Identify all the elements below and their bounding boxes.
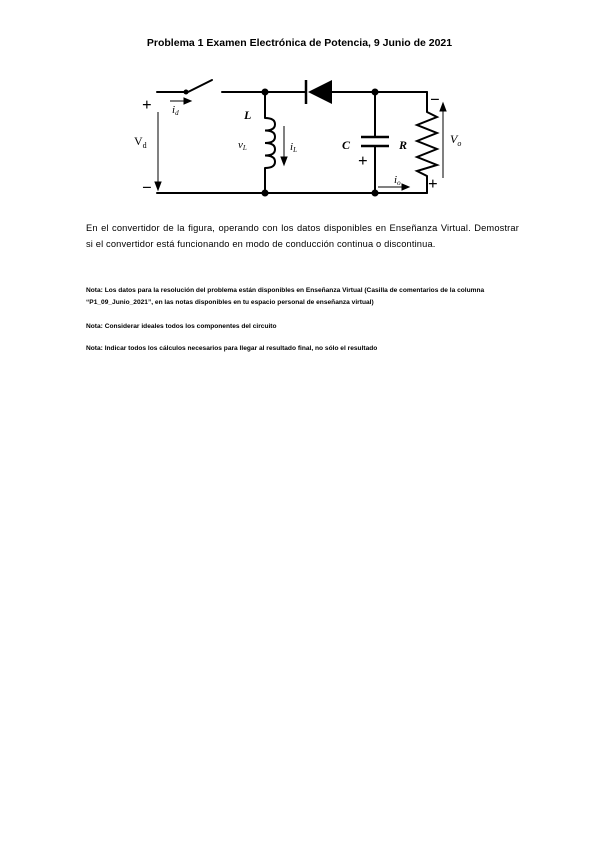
resistor-label: R	[399, 138, 408, 152]
note-label: Nota:	[86, 345, 103, 352]
vo-plus-sign: +	[428, 174, 438, 193]
capacitor-plus-sign: +	[358, 151, 368, 170]
il-label: iL	[290, 141, 297, 154]
resistor-symbol	[417, 112, 437, 176]
junction-dots	[262, 89, 379, 197]
vo-label: $V_o$	[450, 132, 462, 148]
note-label: Nota:	[86, 323, 103, 330]
switch-terminal	[184, 90, 189, 95]
io-label: io	[394, 174, 401, 187]
vd-minus-sign: −	[142, 178, 152, 197]
id-label: id	[172, 104, 179, 117]
vd-label: $V_d$	[134, 134, 147, 150]
page-title: Problema 1 Examen Electrónica de Potencia, 9 Junio de 2021	[146, 37, 453, 49]
vd-arrow	[155, 112, 161, 190]
inductor-label: L	[244, 108, 252, 122]
capacitor-symbol	[361, 137, 389, 146]
note-text: Los datos para la resolución del problema están disponibles en Enseñanza Virtual (Casilla de comentarios de la columna “P1_09_Junio_2021”, en las notas disponibles en tu espacio personal de enseñanza virtual)	[86, 287, 485, 306]
diode-symbol	[306, 80, 332, 104]
vd-plus-sign: +	[142, 95, 152, 114]
circuit-diagram	[0, 0, 599, 210]
note-text: Indicar todos los cálculos necesarios para llegar al resultado final, no sólo el resultado	[102, 345, 378, 352]
il-arrow	[281, 126, 287, 165]
inductor-coil	[265, 118, 275, 168]
note-ideal-components	[86, 321, 522, 333]
note-data-location	[86, 285, 522, 308]
vo-arrow	[440, 103, 446, 178]
vl-label: vL	[238, 139, 247, 152]
problem-statement: En el convertidor de la figura, operando con los datos disponibles en Enseñanza Virtual. Demostrar si el convertidor está funcionando en modo de conducción continua o discontinua.	[86, 223, 519, 249]
switch-blade	[188, 80, 212, 92]
note-label: Nota:	[86, 287, 103, 294]
vo-minus-sign: −	[430, 90, 440, 109]
capacitor-label: C	[342, 138, 351, 152]
note-text: Considerar ideales todos los componentes del circuito	[102, 323, 277, 330]
note-show-calculations	[86, 343, 522, 355]
